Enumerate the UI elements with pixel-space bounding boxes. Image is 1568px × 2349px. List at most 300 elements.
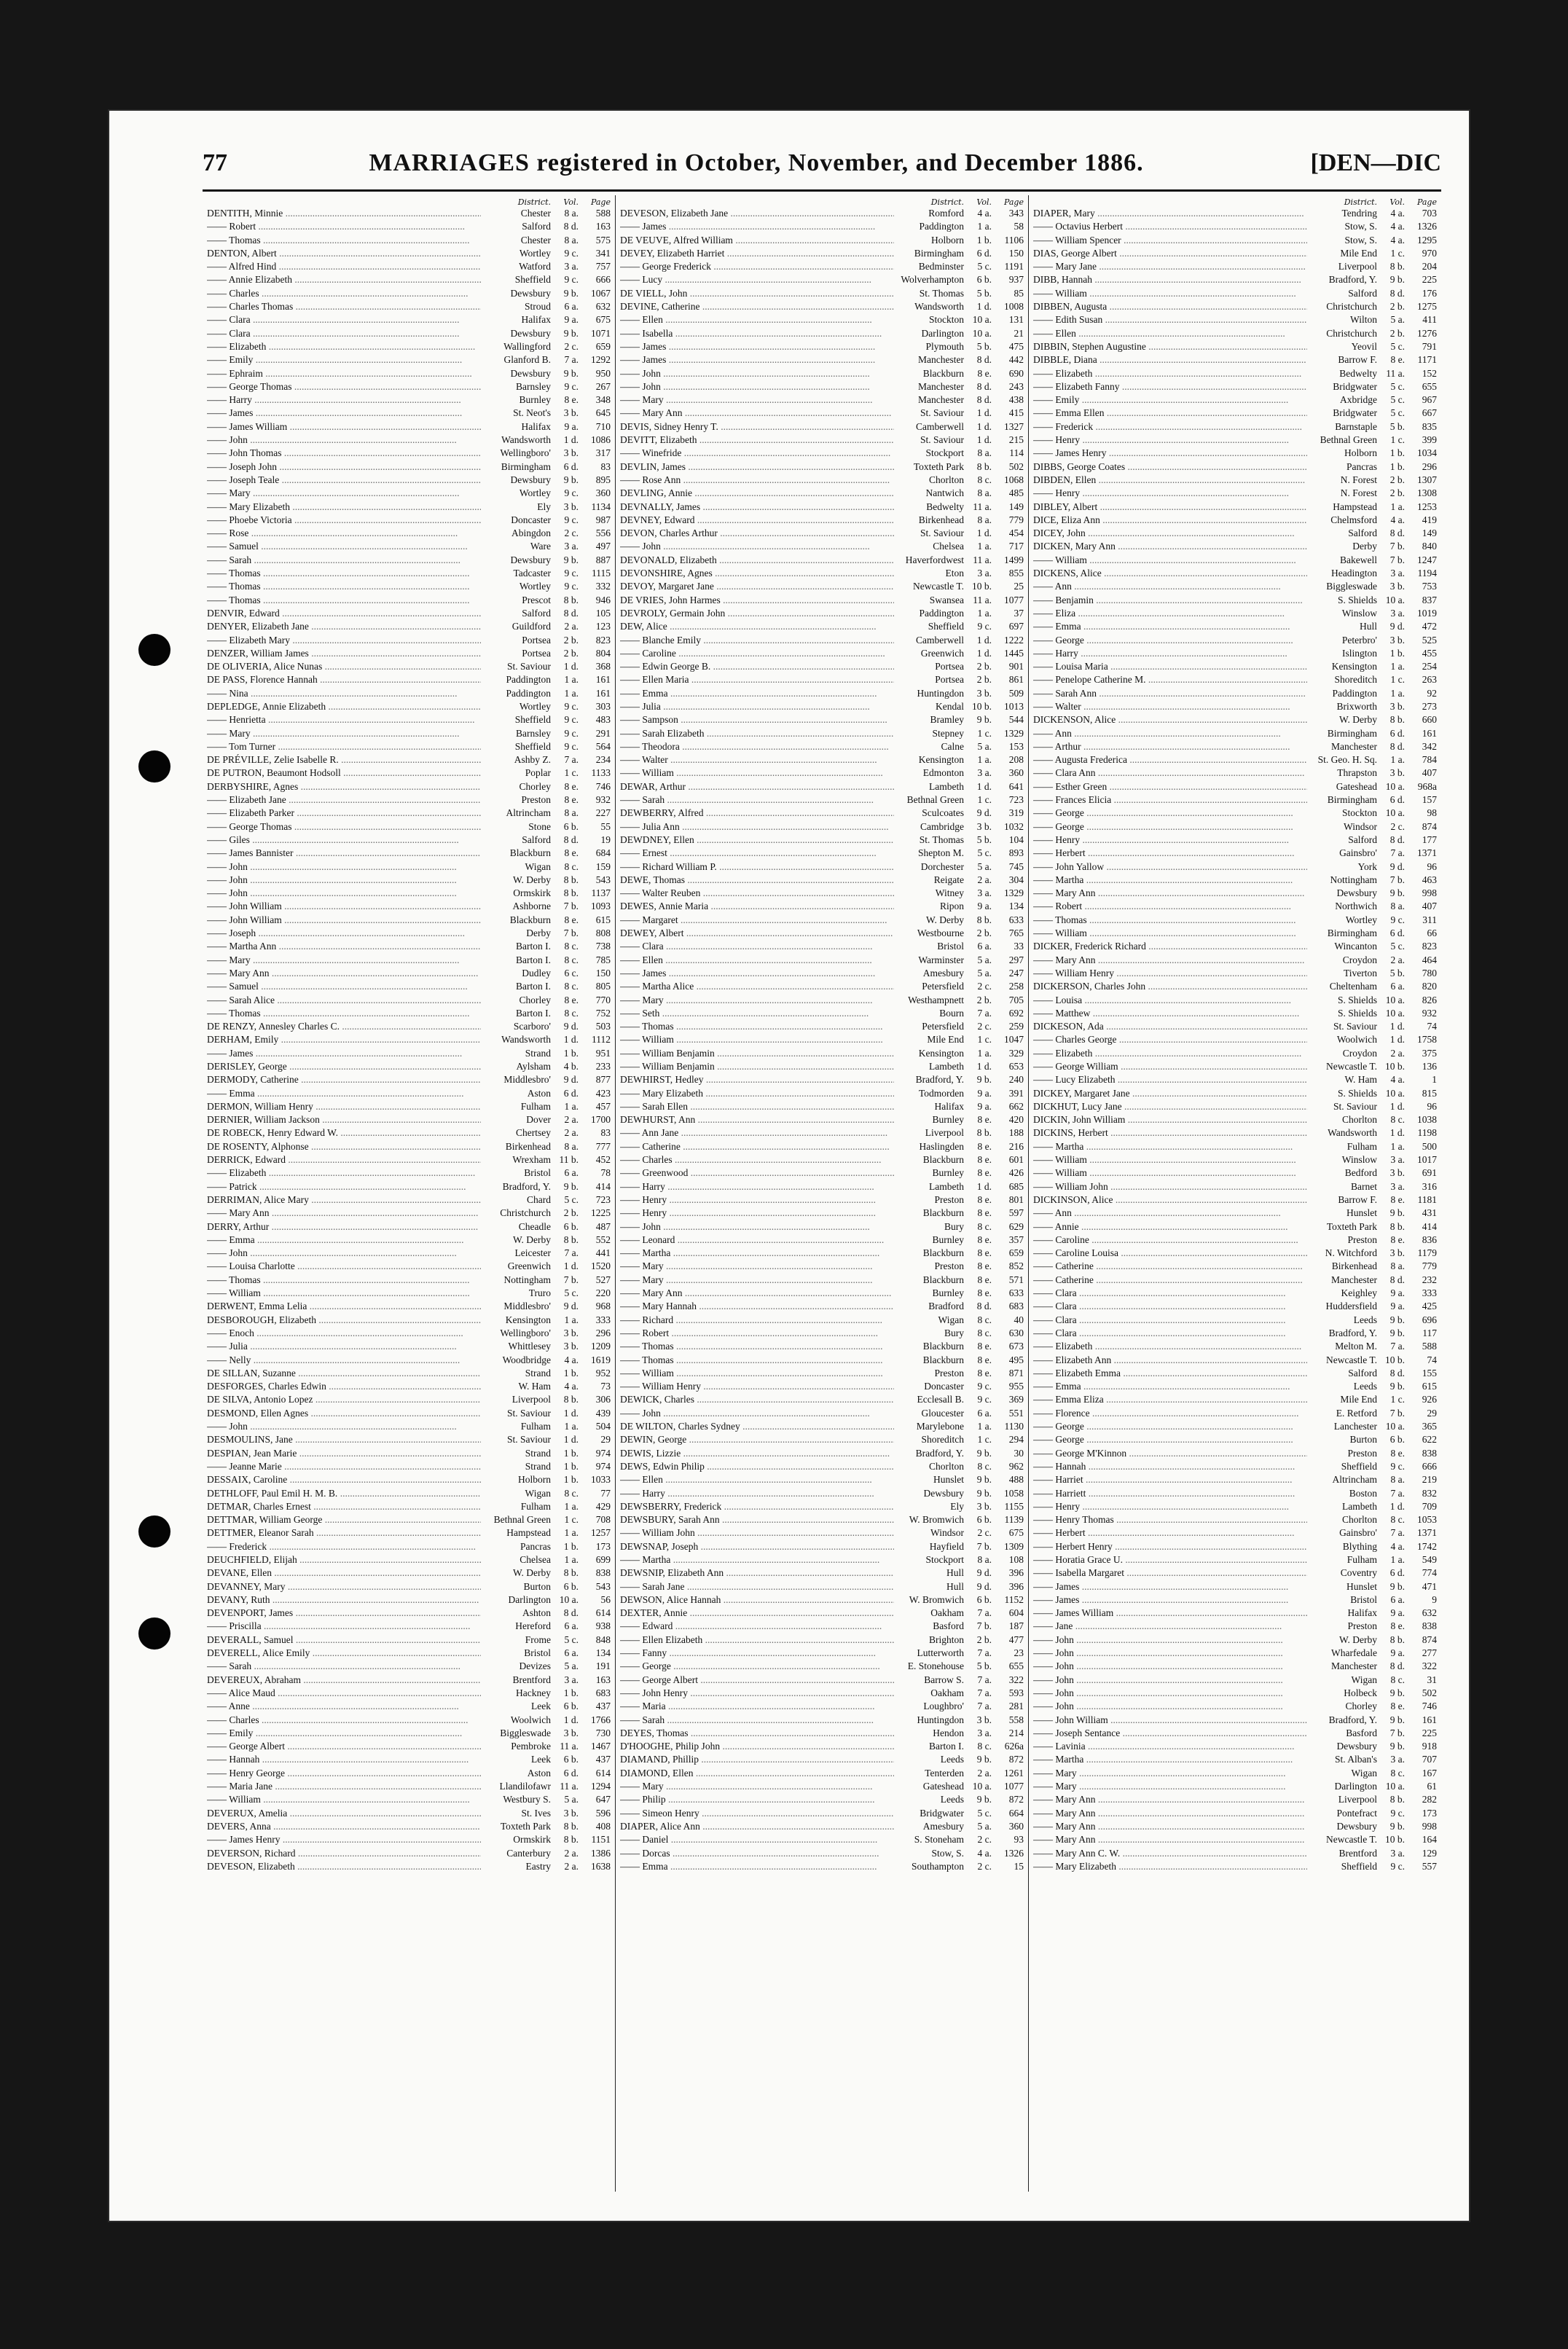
entry-volume: 7 a.: [977, 1701, 992, 1712]
entry-page: 525: [1422, 634, 1437, 646]
index-entry: [620, 1420, 1024, 1433]
entry-name: DEUCHFIELD, Elijah .....: [207, 1553, 481, 1566]
index-entry: [1033, 260, 1437, 273]
entry-district: Melton M.: [1335, 1341, 1377, 1352]
entry-page: 647: [595, 1794, 611, 1805]
index-entry: [207, 793, 611, 807]
entry-district: Todmorden: [918, 1087, 964, 1099]
entry-page: 438: [1008, 394, 1024, 406]
entry-volume: 2 b.: [976, 661, 992, 672]
entry-district: Windsor: [930, 1527, 964, 1539]
entry-page: 83: [600, 1127, 611, 1139]
entry-volume: 8 e.: [977, 1354, 992, 1365]
column-header: [620, 195, 1024, 207]
entry-district: Bramley: [930, 714, 964, 726]
index-entry: [207, 420, 611, 434]
entry-district: Calne: [941, 740, 964, 752]
entry-volume: 1 a.: [977, 754, 992, 766]
entry-district: Christchurch: [1326, 327, 1377, 339]
index-entry: [620, 1500, 1024, 1513]
entry-district: W. Derby: [1339, 1634, 1377, 1645]
entry-volume: 1 a.: [564, 674, 579, 686]
entry-page: 871: [1008, 1367, 1024, 1379]
entry-name: —— Harriett .....: [1033, 1487, 1307, 1500]
entry-name: —— Tom Turner .....: [207, 740, 481, 753]
entry-district: Wigan: [525, 1487, 551, 1499]
index-entry: [207, 234, 611, 247]
entry-name: —— Elizabeth .....: [1033, 1047, 1307, 1060]
index-entry: [207, 1287, 611, 1300]
entry-volume: 7 b.: [563, 928, 579, 939]
entry-page: 645: [595, 407, 611, 419]
entry-name: —— Ellen .....: [620, 954, 894, 967]
entry-district: Wallingford: [503, 340, 551, 352]
entry-district: Strand: [525, 1447, 551, 1459]
entry-district: Bedminster: [918, 261, 964, 272]
entry-volume: 8 d.: [1389, 740, 1405, 752]
index-entry: [207, 1820, 611, 1833]
entry-page: 441: [595, 1247, 611, 1259]
entry-page: 588: [1422, 1341, 1437, 1352]
index-entry: [620, 887, 1024, 900]
index-entry: [207, 554, 611, 567]
entry-district: Ely: [950, 1500, 964, 1512]
index-entry: [1033, 900, 1437, 913]
index-entry: [620, 1540, 1024, 1553]
entry-district: Headington: [1331, 568, 1377, 579]
entry-district: Sheffield: [514, 714, 551, 726]
index-entry: [207, 780, 611, 793]
entry-page: 1137: [591, 887, 611, 899]
entry-name: —— Lucy Elizabeth .....: [1033, 1073, 1307, 1086]
index-entry: [620, 687, 1024, 700]
entry-page: 455: [1422, 647, 1437, 659]
index-entry: [1033, 1847, 1437, 1860]
entry-name: —— Rose .....: [207, 527, 481, 540]
entry-name: DETHLOFF, Paul Emil H. M. B. .....: [207, 1487, 481, 1500]
entry-page: 877: [595, 1074, 611, 1086]
entry-district: Doncaster: [924, 1381, 964, 1392]
entry-district: Haslingden: [919, 1140, 964, 1152]
entry-district: Kensington: [1331, 661, 1377, 672]
entry-district: Guildford: [511, 621, 551, 632]
index-entry: [1033, 700, 1437, 713]
entry-page: 655: [1008, 1660, 1024, 1672]
entry-volume: 3 b.: [1389, 581, 1405, 592]
index-entry: [1033, 1447, 1437, 1460]
index-entry: [207, 607, 611, 620]
entry-district: Bethnal Green: [493, 1514, 551, 1526]
index-entry: [1033, 980, 1437, 993]
entry-volume: 2 c.: [564, 528, 579, 539]
index-entry: [207, 247, 611, 260]
entry-name: —— Clara .....: [620, 940, 894, 953]
entry-district: Llandilofawr: [499, 1781, 551, 1792]
index-entry: [1033, 1140, 1437, 1153]
index-entry: [207, 1487, 611, 1500]
entry-name: —— Mary Elizabeth .....: [1033, 1860, 1307, 1873]
entry-name: —— Walter Reuben .....: [620, 887, 894, 900]
entry-name: —— Edith Susan .....: [1033, 313, 1307, 326]
entry-page: 23: [1014, 1647, 1024, 1659]
entry-name: —— Sarah Ellen .....: [620, 1100, 894, 1113]
entry-page: 774: [1422, 1567, 1437, 1579]
index-entry: [1033, 1340, 1437, 1353]
index-entry: [207, 1526, 611, 1540]
entry-name: DIAMOND, Ellen .....: [620, 1767, 894, 1780]
entry-district: Croydon: [1342, 954, 1377, 965]
entry-name: —— Sarah .....: [620, 1714, 894, 1727]
entry-page: 423: [595, 1087, 611, 1099]
entry-district: Holbeck: [1344, 1687, 1377, 1698]
entry-page: 157: [1422, 794, 1437, 806]
entry-name: —— Henry .....: [1033, 487, 1307, 500]
index-entry: [1033, 393, 1437, 407]
entry-district: W. Derby: [513, 874, 551, 885]
entry-page: 588: [595, 208, 611, 219]
index-entry: [620, 1340, 1024, 1353]
entry-volume: 6 b.: [563, 1220, 579, 1232]
entry-name: DE SILVA, Antonio Lopez .....: [207, 1393, 481, 1406]
entry-page: 136: [1422, 1061, 1437, 1072]
entry-district: Wigan: [938, 1314, 964, 1325]
entry-name: —— Clara Ann .....: [1033, 766, 1307, 780]
entry-district: Barton I.: [516, 954, 551, 965]
index-entry: [207, 1314, 611, 1327]
entry-name: —— Frederick .....: [1033, 420, 1307, 434]
entry-district: Sheffield: [1341, 1860, 1377, 1872]
entry-page: 932: [595, 794, 611, 806]
entry-page: 1008: [1004, 301, 1024, 313]
entry-district: Glanford B.: [503, 354, 551, 366]
entry-district: Manchester: [918, 380, 964, 392]
entry-volume: 9 b.: [563, 554, 579, 565]
index-entry: [207, 1020, 611, 1033]
entry-name: —— Seth .....: [620, 1007, 894, 1020]
entry-page: 277: [1422, 1647, 1437, 1659]
entry-district: St. Thomas: [919, 287, 964, 299]
entry-district: Oakham: [930, 1687, 964, 1698]
entry-name: —— Martha .....: [620, 1247, 894, 1260]
entry-page: 123: [595, 621, 611, 632]
index-entry: [620, 1207, 1024, 1220]
entry-volume: 1 a.: [564, 1500, 579, 1512]
entry-page: 1326: [1004, 1847, 1024, 1859]
entry-page: 660: [1422, 714, 1437, 726]
index-entry: [1033, 1833, 1437, 1846]
entry-name: —— William .....: [1033, 1153, 1307, 1166]
entry-district: Aston: [527, 1087, 551, 1099]
entry-volume: 8 e.: [1390, 1620, 1405, 1632]
entry-page: 360: [1008, 767, 1024, 779]
index-entry: [207, 1367, 611, 1380]
entry-volume: 10 a.: [972, 1781, 992, 1792]
entry-name: —— John .....: [207, 887, 481, 900]
entry-name: —— Thomas .....: [620, 1020, 894, 1033]
entry-page: 282: [1422, 1794, 1437, 1805]
entry-volume: 11 a.: [560, 1741, 579, 1752]
entry-volume: 1 a.: [1390, 661, 1405, 672]
entry-volume: 9 a.: [1390, 1301, 1405, 1312]
entry-name: —— Emily .....: [207, 1727, 481, 1740]
entry-name: —— Harriet .....: [1033, 1473, 1307, 1486]
entry-volume: 8 c.: [564, 981, 579, 992]
entry-volume: 2 b.: [976, 1634, 992, 1645]
entry-name: —— Mary Elizabeth .....: [207, 501, 481, 514]
entry-name: DEVINE, Catherine .....: [620, 300, 894, 313]
entry-page: 745: [1008, 860, 1024, 872]
entry-name: —— Clara .....: [207, 313, 481, 326]
entry-name: DEVANE, Ellen .....: [207, 1566, 481, 1580]
entry-page: 629: [1008, 1220, 1024, 1232]
entry-district: Wandsworth: [914, 301, 964, 313]
entry-page: 134: [595, 1647, 611, 1659]
entry-page: 437: [595, 1701, 611, 1712]
entry-name: —— Julia .....: [620, 700, 894, 713]
header-vol: Vol.: [976, 197, 992, 207]
entry-district: St. Thomas: [919, 834, 964, 845]
entry-name: —— George Frederick .....: [620, 260, 894, 273]
entry-name: —— Thomas .....: [207, 580, 481, 593]
entry-volume: 3 a.: [977, 1727, 992, 1738]
entry-volume: 1 c.: [977, 1034, 992, 1046]
index-entry: [207, 1153, 611, 1166]
entry-page: 551: [1008, 1407, 1024, 1419]
entry-volume: 1 a.: [564, 687, 579, 699]
entry-volume: 1 a.: [977, 541, 992, 552]
entry-name: —— Emma .....: [207, 1087, 481, 1100]
entry-name: —— Mary .....: [1033, 1767, 1307, 1780]
entry-volume: 6 a.: [564, 1620, 579, 1632]
entry-volume: 9 b.: [563, 287, 579, 299]
entry-district: Strand: [525, 1460, 551, 1472]
index-entry: [620, 1674, 1024, 1687]
entry-page: 161: [595, 687, 611, 699]
index-entry: [620, 620, 1024, 633]
entry-page: 1327: [1004, 420, 1024, 432]
index-entry: [620, 1526, 1024, 1540]
entry-name: —— Julia .....: [207, 1340, 481, 1353]
entry-district: Halifax: [1347, 1607, 1377, 1619]
entry-district: Canterbury: [506, 1847, 551, 1859]
entry-name: —— Samuel .....: [207, 540, 481, 553]
entry-volume: 7 a.: [977, 1687, 992, 1698]
entry-name: —— Sarah Jane .....: [620, 1580, 894, 1593]
entry-page: 216: [1008, 1140, 1024, 1152]
entry-district: Fulham: [1346, 1140, 1377, 1152]
entry-district: Mile End: [927, 1034, 964, 1046]
entry-volume: 2 c.: [977, 1860, 992, 1872]
entry-volume: 1 a.: [564, 1100, 579, 1112]
entry-name: DEWSNAP, Joseph .....: [620, 1540, 894, 1553]
entry-district: Windsor: [1344, 820, 1377, 832]
entry-volume: 1 a.: [564, 1553, 579, 1565]
entry-district: N. Witchford: [1325, 1247, 1377, 1259]
index-entry: [207, 1393, 611, 1406]
entry-district: Liverpool: [925, 1127, 964, 1139]
entry-volume: 5 b.: [1389, 967, 1405, 979]
entry-district: Romford: [928, 208, 964, 219]
entry-volume: 2 b.: [1389, 487, 1405, 499]
entry-page: 667: [1422, 407, 1437, 419]
entry-district: Newcastle T.: [913, 581, 964, 592]
index-entry: [207, 766, 611, 780]
index-entry: [207, 940, 611, 953]
entry-page: 502: [1422, 1687, 1437, 1698]
entry-district: Salford: [1348, 834, 1377, 845]
entry-district: Halifax: [521, 314, 551, 326]
entry-page: 974: [595, 1460, 611, 1472]
entry-volume: 8 b.: [1389, 261, 1405, 272]
entry-name: —— Henry .....: [620, 1193, 894, 1207]
entry-volume: 8 b.: [1389, 1634, 1405, 1645]
entry-district: Tiverton: [1343, 967, 1377, 979]
entry-name: —— Charles George .....: [1033, 1033, 1307, 1046]
index-entry: [1033, 753, 1437, 766]
entry-name: —— William .....: [207, 1793, 481, 1806]
punch-hole: [138, 1617, 170, 1650]
entry-district: Birkenhead: [505, 1140, 551, 1152]
entry-name: —— William John .....: [620, 1526, 894, 1540]
entry-district: Birmingham: [1327, 727, 1377, 739]
index-entry: [620, 273, 1024, 286]
entry-page: 622: [1422, 1434, 1437, 1446]
entry-name: —— James .....: [620, 220, 894, 233]
entry-name: —— Mary Ann .....: [1033, 887, 1307, 900]
entry-district: Middlesbro': [503, 1301, 551, 1312]
entry-name: DICKENSON, Alice .....: [1033, 713, 1307, 726]
entry-page: 399: [1422, 434, 1437, 446]
entry-name: DEWEY, Albert .....: [620, 927, 894, 940]
entry-district: Newcastle T.: [1326, 1834, 1377, 1846]
entry-district: Scarboro': [513, 1021, 551, 1032]
entry-district: Hackney: [516, 1687, 551, 1698]
entry-volume: 10 a.: [1385, 1421, 1405, 1432]
entry-volume: 3 b.: [563, 1327, 579, 1338]
entry-name: —— Joseph .....: [207, 927, 481, 940]
entry-name: DENTITH, Minnie .....: [207, 207, 481, 220]
entry-name: —— Thomas .....: [207, 234, 481, 247]
entry-volume: 11 b.: [559, 1154, 579, 1166]
index-entry: [207, 1593, 611, 1607]
entry-district: Burnley: [932, 1287, 964, 1299]
entry-page: 452: [595, 1154, 611, 1166]
index-entry: [620, 1100, 1024, 1113]
entry-volume: 9 c.: [564, 380, 579, 392]
entry-page: 487: [595, 1220, 611, 1232]
index-entry: [1033, 914, 1437, 927]
entry-name: —— Mary .....: [1033, 1780, 1307, 1793]
entry-name: —— Charles .....: [620, 1153, 894, 1166]
index-entry: [620, 1833, 1024, 1846]
index-entry: [620, 1193, 1024, 1207]
index-entry: [620, 847, 1024, 860]
entry-name: DICKIN, John William .....: [1033, 1113, 1307, 1126]
entry-page: 543: [595, 874, 611, 885]
entry-page: 552: [595, 1234, 611, 1245]
entry-name: —— Charles .....: [207, 287, 481, 300]
entry-district: Woolwich: [510, 1714, 551, 1725]
index-entry: [620, 1634, 1024, 1647]
index-entry: [1033, 740, 1437, 753]
entry-page: 1222: [1004, 634, 1024, 646]
entry-name: —— Emma .....: [207, 1234, 481, 1247]
entry-volume: 5 a.: [977, 860, 992, 872]
entry-name: —— Martha .....: [1033, 1140, 1307, 1153]
entry-district: Abingdon: [511, 528, 551, 539]
entry-district: Winslow: [1341, 1154, 1377, 1166]
entry-name: —— George .....: [1033, 807, 1307, 820]
entry-page: 967: [1422, 394, 1437, 406]
entry-page: 114: [1009, 447, 1024, 459]
index-entry: [207, 1340, 611, 1353]
entry-district: Wandsworth: [501, 434, 551, 446]
entry-volume: 8 c.: [977, 1460, 992, 1472]
entry-page: 703: [1422, 208, 1437, 219]
entry-page: 1093: [591, 901, 611, 912]
entry-page: 1766: [591, 1714, 611, 1725]
entry-volume: 8 b.: [1389, 714, 1405, 726]
entry-page: 659: [595, 340, 611, 352]
entry-name: —— George Albert .....: [620, 1674, 894, 1687]
index-entry: [620, 580, 1024, 593]
entry-name: —— Clara .....: [1033, 1300, 1307, 1313]
entry-page: 150: [1008, 247, 1024, 259]
entry-volume: 1 d.: [563, 1034, 579, 1046]
index-entry: [207, 700, 611, 713]
entry-name: —— Caroline Louisa .....: [1033, 1247, 1307, 1260]
index-entry: [1033, 1407, 1437, 1420]
entry-district: Paddington: [919, 221, 964, 232]
entry-page: 1134: [591, 501, 611, 512]
entry-district: St. Saviour: [506, 661, 551, 672]
entry-volume: 8 e.: [977, 1154, 992, 1166]
entry-page: 259: [1008, 1021, 1024, 1032]
entry-district: Islington: [1341, 647, 1377, 659]
entry-volume: 8 e.: [977, 1193, 992, 1205]
entry-page: 188: [1008, 1127, 1024, 1139]
entry-page: 848: [595, 1634, 611, 1645]
entry-name: —— James .....: [1033, 1593, 1307, 1607]
index-entry: [620, 1407, 1024, 1420]
entry-district: Blackburn: [922, 367, 964, 379]
entry-district: Petersfield: [922, 1021, 964, 1032]
index-entry: [1033, 1740, 1437, 1753]
entry-name: DIBB, Hannah .....: [1033, 273, 1307, 286]
entry-volume: 9 b.: [563, 327, 579, 339]
entry-district: Salford: [1348, 1367, 1377, 1379]
entry-name: —— Catherine .....: [1033, 1260, 1307, 1273]
entry-page: 757: [595, 261, 611, 272]
entry-name: DE VRIES, John Harmes .....: [620, 594, 894, 607]
entry-page: 544: [1008, 714, 1024, 726]
entry-volume: 7 a.: [977, 1007, 992, 1019]
entry-name: —— John .....: [207, 1247, 481, 1260]
entry-volume: 4 a.: [564, 1354, 579, 1365]
entry-volume: 9 d.: [563, 1074, 579, 1086]
entry-page: 653: [1008, 1061, 1024, 1072]
entry-name: —— Sarah .....: [207, 554, 481, 567]
entry-name: DEVLIN, James .....: [620, 460, 894, 474]
entry-page: 1371: [1417, 847, 1437, 859]
entry-name: —— Martha Alice .....: [620, 980, 894, 993]
entry-page: 503: [595, 1021, 611, 1032]
entry-name: —— William .....: [1033, 927, 1307, 940]
entry-page: 104: [1008, 834, 1024, 845]
index-entry: [207, 1087, 611, 1100]
entry-district: Burton: [1349, 1434, 1377, 1446]
entry-volume: 7 a.: [1390, 847, 1405, 859]
